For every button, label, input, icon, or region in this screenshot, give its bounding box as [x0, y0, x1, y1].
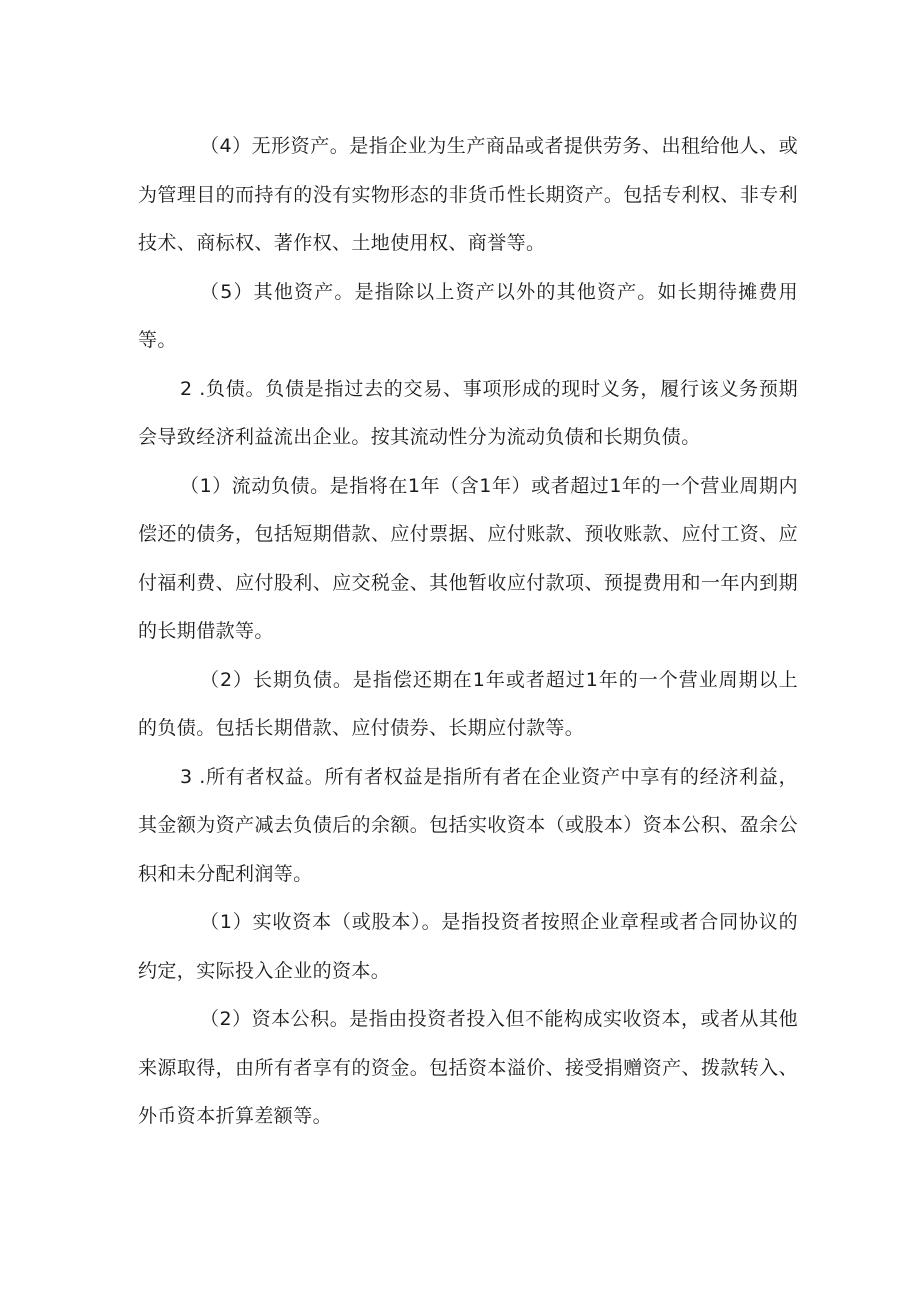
paragraph-long-term-liabilities: （2）长期负债。是指偿还期在1年或者超过1年的一个营业周期以上的负债。包括长期借款、应付债券、长期应付款等。: [138, 668, 798, 739]
paragraph-current-liabilities: （1）流动负债。是指将在1年（含1年）或者超过1年的一个营业周期内偿还的债务，包括短期借款、应付票据、应付账款、预收账款、应付工资、应付福利费、应付股利、应交税金、其他暂收应付款项、预提费用和一年内到期的长期借款等。: [138, 474, 798, 642]
paragraph-paid-in-capital: （1）实收资本（或股本）。是指投资者按照企业章程或者合同协议的约定，实际投入企业的资本。: [138, 911, 798, 982]
paragraph-intangible-assets: （4）无形资产。是指企业为生产商品或者提供劳务、出租给他人、或为管理目的而持有的没有实物形态的非货币性长期资产。包括专利权、非专利技术、商标权、著作权、土地使用权、商誉等。: [138, 135, 798, 254]
document-body: [138, 122, 798, 1141]
paragraph-other-assets: （5）其他资产。是指除以上资产以外的其他资产。如长期待摊费用等。: [138, 280, 798, 351]
paragraph-liabilities: 2 .负债。负债是指过去的交易、事项形成的现时义务，履行该义务预期会导致经济利益流出企业。按其流动性分为流动负债和长期负债。: [138, 377, 798, 448]
paragraph-owners-equity: 3 .所有者权益。所有者权益是指所有者在企业资产中享有的经济利益，其金额为资产减去负债后的余额。包括实收资本（或股本）资本公积、盈余公积和未分配利润等。: [138, 765, 798, 885]
paragraph-capital-reserve: （2）资本公积。是指由投资者投入但不能构成实收资本，或者从其他来源取得，由所有者享有的资金。包括资本溢价、接受捐赠资产、拨款转入、外币资本折算差额等。: [138, 1008, 798, 1127]
